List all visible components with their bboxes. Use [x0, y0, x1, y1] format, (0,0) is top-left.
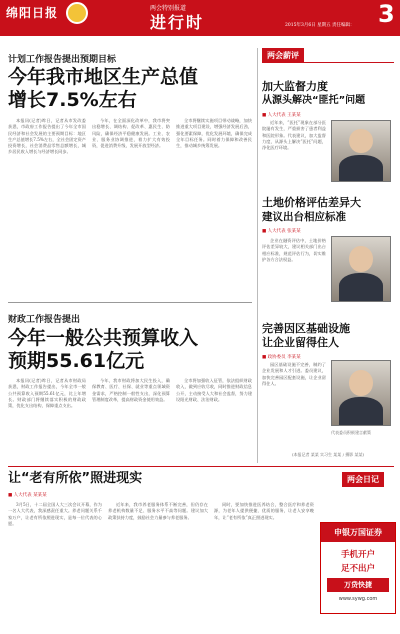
- article1-kicker: 计划工作报告提出预期目标: [8, 55, 117, 65]
- article3-column-1: 3月5日，十二届全国人大三次会议开幕，作为一名人大代表，我深感责任重大。养老问题关系千家万户，让老有所依照进现实，是每一位代表的心愿。: [8, 502, 102, 526]
- story3-body: 园区基础设施不完善，制约了企业发展和人才引进。委员建议，加快完善园区配套设施，让企业留得住人。: [262, 362, 326, 386]
- article2-column-3: 全市将加强收入征管，依法组织财政收入，做到应收尽收，同时推进财政信息公开，主动接受人大和社会监督，努力建设阳光财政、法治财政。: [176, 378, 252, 402]
- section-tag-diary: 两会日记: [342, 472, 384, 487]
- ad-line-3: 万贷快捷: [327, 578, 389, 592]
- article1-column-3: 全市将继续实施项目带动战略，加快推进重大项目建设，增强经济发展后劲，强化要素保障，优化发展环境，确保完成全年目标任务。同时着力保障和改善民生，推动城乡统筹发展。: [176, 118, 252, 149]
- section-title: 进行时: [150, 13, 205, 32]
- photo-caption: 代表委员积极建言献策: [331, 430, 371, 435]
- article-divider: [8, 302, 252, 303]
- article2-headline-line1: 今年一般公共预算收入: [8, 327, 199, 349]
- story3-headline-line1: 完善因区基础设施: [262, 322, 350, 335]
- section-tag-comment: 两会薪评: [262, 48, 304, 63]
- article1-column-2: 今年，在全面深化改革中，我市将突出稳增长、调结构、促改革、惠民生、防风险，确保经济平稳健康发展。工业、农业、服务业协调推进，着力扩大有效投资，促进消费升级，发展开放型经济。: [92, 118, 170, 149]
- delegate-photo-1: [331, 120, 391, 182]
- issue-meta: 2015年3月6日 星期五 责任编辑：: [285, 23, 355, 28]
- article3-byline: ■ 人大代表 某某某: [8, 493, 47, 498]
- bottom-section-rule: [8, 466, 394, 467]
- story2-body: 企业在融资评估中，土地价格评估差异较大，建议相关部门出台相应标准，规范评估行为，切实维护各方合法权益。: [262, 238, 326, 262]
- ad-website: www.sywg.com: [338, 596, 378, 602]
- article1-column-1: 本报讯(记者)昨日，记者从市发改委获悉，市政府工作报告提出了今年全市国民经济和社会发展的主要预期目标：地区生产总值增长7.5%左右，全社会固定资产投资增长，社会消费品零售总额增长，城乡居民收入增长与经济增长同步。: [8, 118, 86, 155]
- story1-body: 近年来，“医托”现象在部分医院屡有发生，严重损害了患者利益和医院形象。代表建议，加大监督力度，从源头上解决“医托”问题，净化医疗环境。: [262, 120, 326, 151]
- story2-headline-line2: 建议出台相应标准: [262, 211, 346, 223]
- column-rule: [257, 48, 258, 463]
- delegate-photo-2: [331, 236, 391, 302]
- article2-headline-line2: 预期55.61亿元: [8, 350, 145, 372]
- section-rule: [262, 62, 394, 63]
- emblem-icon: [66, 2, 88, 24]
- paper-name: 绵阳日报: [6, 6, 59, 20]
- article3-column-3: 同时，要加快推进医养结合，整合医疗和养老资源，为老年人提供便捷、优质的服务，让老人安享晚年，让“老有所依”真正照进现实。: [214, 502, 314, 520]
- story1-headline-line1: 加大监督力度: [262, 80, 328, 93]
- article3-column-2: 近年来，我市养老服务体系不断完善，但仍存在养老机构数量不足、服务水平不高等问题。建议加大政策扶持力度，鼓励社会力量参与养老服务。: [108, 502, 208, 520]
- story2-byline: ■ 人大代表 张某某: [262, 229, 301, 234]
- article3-headline: 让“老有所依”照进现实: [8, 471, 143, 486]
- ad-line-1: 手机开户: [340, 550, 375, 560]
- story3-headline-line2: 让企业留得住人: [262, 336, 339, 349]
- story1-byline: ■ 人大代表 王某某: [262, 113, 301, 118]
- story3-byline: ■ 政协委员 李某某: [262, 355, 301, 360]
- masthead-banner: [0, 0, 400, 36]
- broker-advertisement[interactable]: [320, 522, 396, 614]
- section-subtitle: 两会特别报道: [150, 5, 187, 12]
- story2-headline-line1: 土地价格评估差异大: [262, 196, 361, 209]
- article1-headline-line1: 今年我市地区生产总值: [8, 66, 199, 88]
- article2-column-2: 今年，我市财政将加大民生投入，确保教育、医疗、社保、就业等重点领域资金需求，严格控制一般性支出，深化预算管理制度改革，提高财政资金使用效益。: [92, 378, 170, 402]
- page-number: 3: [378, 0, 395, 28]
- ad-line-2: 足不出户: [340, 564, 375, 574]
- article1-headline-line2: 增长7.5%左右: [8, 89, 137, 111]
- ad-brand: 申银万国证券: [321, 523, 395, 542]
- article2-kicker: 财政工作报告提出: [8, 315, 81, 325]
- delegate-photo-3: [331, 360, 391, 426]
- article2-column-1: 本报讯(记者)昨日，记者从市财政局获悉，财政工作报告提出，今年全市一般公共预算收入预期55.61亿元，比上年增长。财政部门将继续落实积极的财政政策，优化支出结构，保障重点支出。: [8, 378, 86, 409]
- story1-headline-line2: 从源头解决“匪托”问题: [262, 95, 366, 106]
- right-column-footer: (本报记者 某某 实习生 某某 / 摄影 某某): [291, 452, 365, 457]
